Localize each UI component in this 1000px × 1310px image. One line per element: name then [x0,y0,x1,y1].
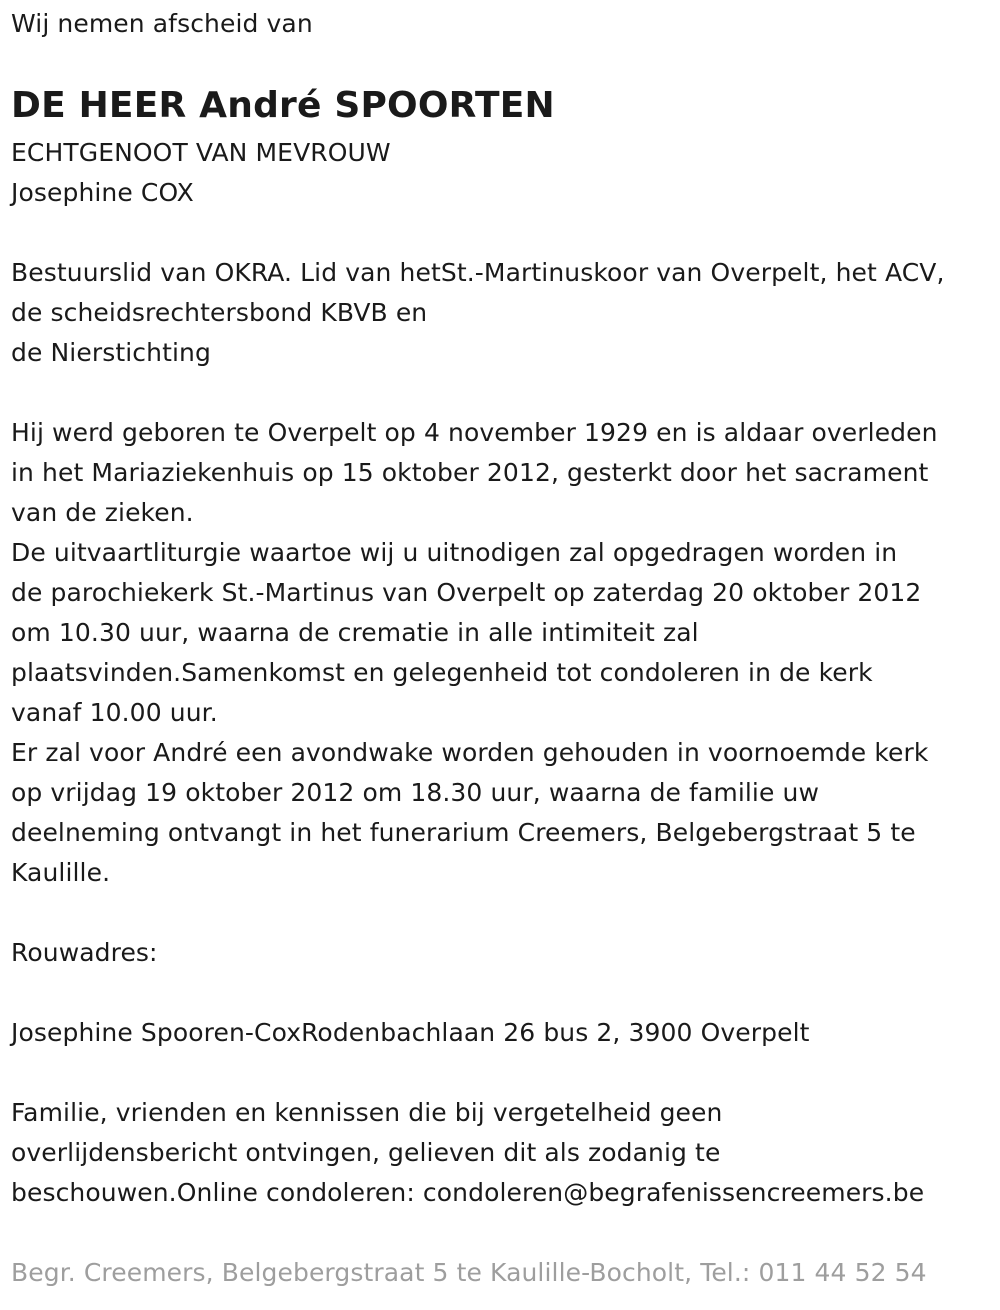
mourning-address: Josephine Spooren-CoxRodenbachlaan 26 bus 2, 3900 Overpelt [11,1018,810,1047]
spouse-name: Josephine COX [11,178,194,207]
funeral-home-footer: Begr. Creemers, Belgebergstraat 5 te Kaulille-Bocholt, Tel.: 011 44 52 54 [11,1258,927,1287]
details-line: De uitvaartliturgie waartoe wij u uitnodigen zal opgedragen worden in [11,538,898,567]
deceased-name: DE HEER André SPOORTEN [11,85,555,126]
details-line: om 10.30 uur, waarna de crematie in alle intimiteit zal [11,618,699,647]
details-line: de parochiekerk St.-Martinus van Overpelt op zaterdag 20 oktober 2012 [11,578,922,607]
details-line: vanaf 10.00 uur. [11,698,218,727]
closing-line: overlijdensbericht ontvingen, gelieven dit als zodanig te [11,1138,721,1167]
details-line: van de zieken. [11,498,194,527]
details-line: Er zal voor André een avondwake worden gehouden in voornoemde kerk [11,738,929,767]
details-line: Hij werd geboren te Overpelt op 4 november 1929 en is aldaar overleden [11,418,938,447]
closing-line: Familie, vrienden en kennissen die bij vergetelheid geen [11,1098,723,1127]
details-line: plaatsvinden.Samenkomst en gelegenheid tot condoleren in de kerk [11,658,873,687]
membership-line: de scheidsrechtersbond KBVB en [11,298,428,327]
membership-line: Bestuurslid van OKRA. Lid van hetSt.-Martinuskoor van Overpelt, het ACV, [11,258,945,287]
details-line: in het Mariaziekenhuis op 15 oktober 2012, gesterkt door het sacrament [11,458,929,487]
closing-line: beschouwen.Online condoleren: condoleren@begrafenissencreemers.be [11,1178,925,1207]
spouse-label: ECHTGENOOT VAN MEVROUW [11,138,391,167]
address-label: Rouwadres: [11,938,158,967]
details-line: Kaulille. [11,858,111,887]
intro-text: Wij nemen afscheid van [11,9,313,38]
details-line: deelneming ontvangt in het funerarium Creemers, Belgebergstraat 5 te [11,818,916,847]
details-line: op vrijdag 19 oktober 2012 om 18.30 uur, waarna de familie uw [11,778,819,807]
membership-line: de Nierstichting [11,338,211,367]
